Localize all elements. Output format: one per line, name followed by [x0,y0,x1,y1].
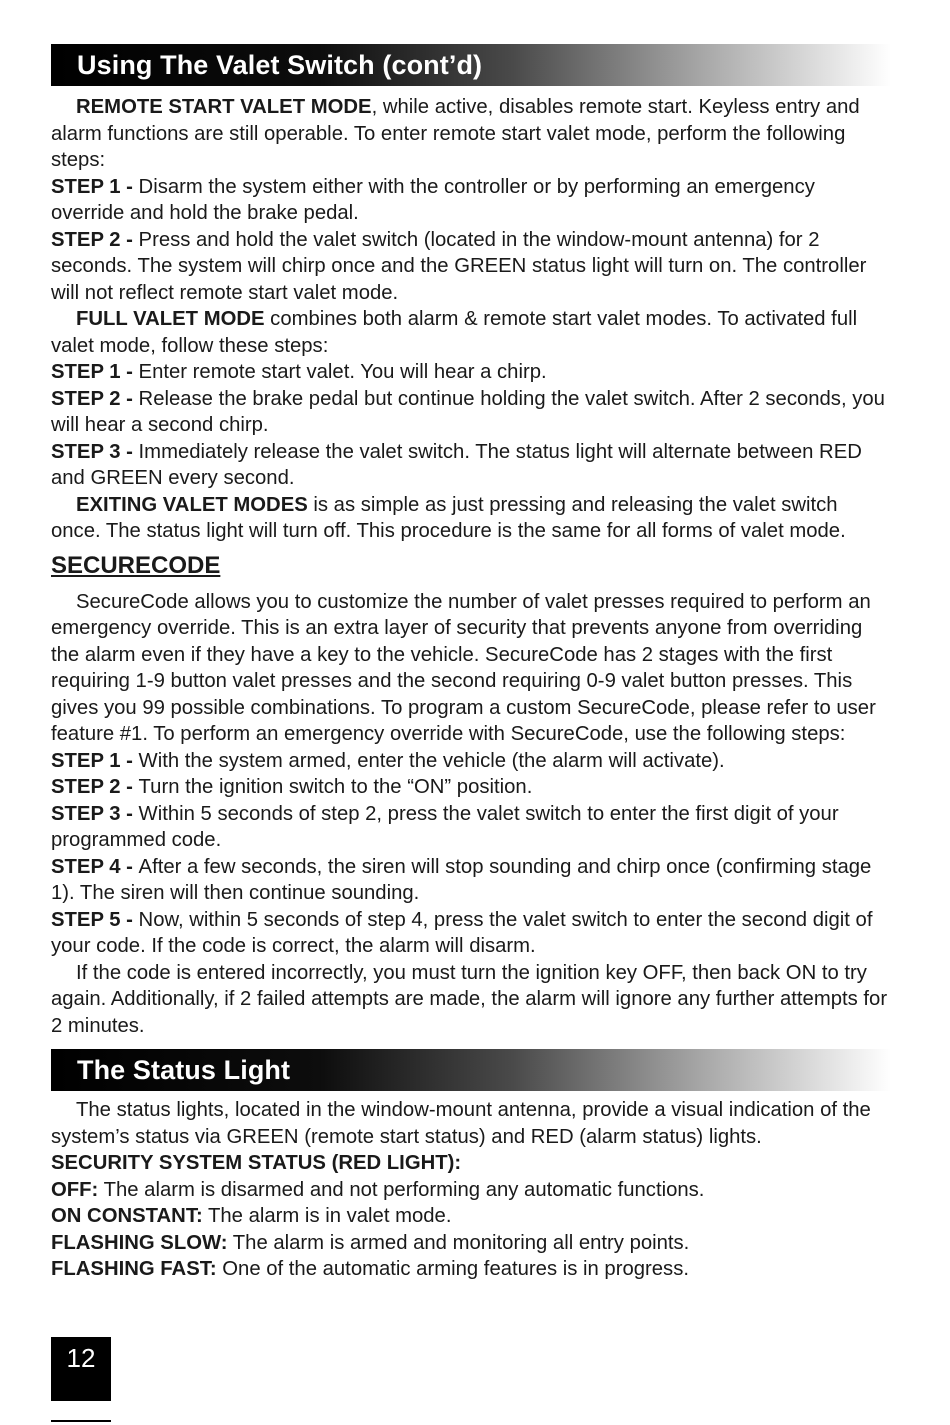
step-item: STEP 1 - Enter remote start valet. You will hear a chirp. [51,361,547,383]
status-item: FLASHING FAST: One of the automatic arming features is in progress. [51,1258,689,1280]
step-item: STEP 3 - Within 5 seconds of step 2, press the valet switch to enter the first digit of your programmed code. [51,802,839,851]
step-item: STEP 2 - Release the brake pedal but continue holding the valet switch. After 2 seconds, you will hear a second chirp. [51,387,885,436]
remote-start-valet-paragraph: REMOTE START VALET MODE, while active, disables remote start. Keyless entry and alarm functions are still operable. To enter remote start valet mode, perform the following steps: [51,96,860,171]
valet-switch-body [51,94,891,545]
exiting-valet-paragraph: EXITING VALET MODES is as simple as just pressing and releasing the valet switch once. The status light will turn off. This procedure is the same for all forms of valet mode. [51,493,846,542]
status-subheading: SECURITY SYSTEM STATUS (RED LIGHT): [51,1152,462,1174]
securecode-closing: If the code is entered incorrectly, you must turn the ignition key OFF, then back ON to try again. Additionally, if 2 failed attempts are made, the alarm will ignore any further attempts for 2 minutes. [51,961,888,1037]
step-item: STEP 5 - Now, within 5 seconds of step 4, press the valet switch to enter the second digit of your code. If the code is correct, the alarm will disarm. [51,908,873,957]
page-number: 12 [51,1337,111,1401]
section-banner-status-light [51,1049,891,1091]
securecode-heading: SECURECODE [51,551,221,579]
section-title: Using The Valet Switch (cont’d) [77,49,483,80]
status-item: OFF: The alarm is disarmed and not performing any automatic functions. [51,1178,705,1201]
section-banner-valet-switch [51,44,891,86]
status-item: ON CONSTANT: The alarm is in valet mode. [51,1205,452,1227]
status-light-body [51,1097,891,1283]
page-content [51,44,891,1283]
step-item: STEP 1 - With the system armed, enter the vehicle (the alarm will activate). [51,749,725,772]
section-title: The Status Light [77,1054,291,1085]
securecode-intro: SecureCode allows you to customize the number of valet presses required to perform an emergency override. This is an extra layer of security that prevents anyone from overriding the alarm even if they have a key to the vehicle. SecureCode has 2 stages with the first requiring 1-9 button valet presses and the second requiring 0-9 valet button presses. This gives you 99 possible combinations. To program a custom SecureCode, please refer to user feature #1. To perform an emergency override with SecureCode, use the following steps: [51,590,876,745]
step-item: STEP 1 - Disarm the system either with the controller or by performing an emergency override and hold the brake pedal. [51,175,815,224]
step-item: STEP 4 - After a few seconds, the siren will stop sounding and chirp once (confirming stage 1). The siren will then continue sounding. [51,855,872,904]
step-item: STEP 2 - Turn the ignition switch to the “ON” position. [51,776,533,798]
step-item: STEP 3 - Immediately release the valet switch. The status light will alternate between RED and GREEN every second. [51,440,862,489]
full-valet-paragraph: FULL VALET MODE combines both alarm & remote start valet modes. To activated full valet mode, follow these steps: [51,308,858,357]
step-item: STEP 2 - Press and hold the valet switch (located in the window-mount antenna) for 2 seconds. The system will chirp once and the GREEN status light will turn on. The controller will not reflect remote start valet mode. [51,228,867,304]
footer-rule [51,1420,111,1422]
status-item: FLASHING SLOW: The alarm is armed and monitoring all entry points. [51,1231,690,1254]
status-light-intro: The status lights, located in the window-mount antenna, provide a visual indication of the system’s status via GREEN (remote start status) and RED (alarm status) lights. [51,1099,871,1148]
securecode-body [51,589,891,1040]
